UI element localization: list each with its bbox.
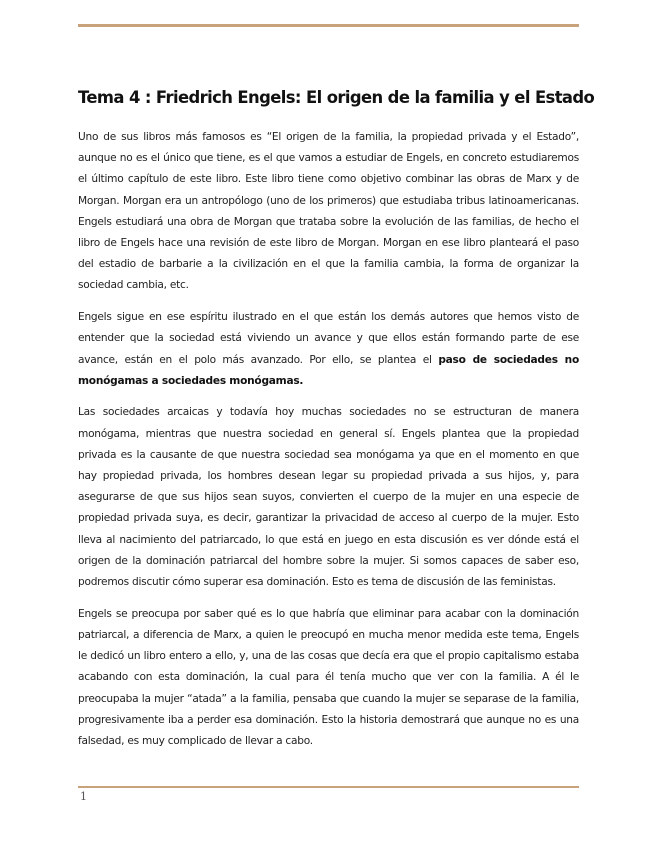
paragraph-4: Engels se preocupa por saber qué es lo que habría que eliminar para acabar con la dominación patriarcal, a diferencia de Marx, a quien le preocupó en mucha menor medida este tema, Engels le dedicó un libro entero a ello, y, una de las cosas que decía era que el propio capitalismo estaba acabando con esta dominación, la cual para él tenía mucho que ver con la familia. A él le preocupaba la mujer “atada” a la familia, pensaba que cuando la mujer se separase de la familia, progresivamente iba a perder esa dominación. Esto la historia demostrará que aunque no es una falsedad, es muy complicado de llevar a cabo. xyxy=(78,607,579,747)
paragraph-2-text: Engels sigue en ese espíritu ilustrado en el que están los demás autores que hemos visto de entender que la sociedad está viviendo un avance y que ellos están formando parte de ese avance, están en el polo más avanzado. Por ello, se plantea el xyxy=(78,311,579,366)
paragraph-2-bold-text: paso de sociedades no monógamas a sociedades monógamas. xyxy=(78,353,580,387)
footer-rule xyxy=(78,786,579,788)
paragraph-1: Uno de sus libros más famosos es “El origen de la familia, la propiedad privada y el Estado”, aunque no es el único que tiene, es el que vamos a estudiar de Engels, en concreto estudiaremos el último capítulo de este libro. Este libro tiene como objetivo combinar las obras de Marx y de Morgan. Morgan era un antropólogo (uno de los primeros) que estudiaba tribus latinoamericanas. Engels estudiará una obra de Morgan que trataba sobre la evolución de las familias, de hecho el libro de Engels hace una revisión de este libro de Morgan. Morgan en ese libro planteará el paso del estadio de barbarie a la civilización en el que la familia cambia, la forma de organizar la sociedad cambia, etc. xyxy=(78,131,579,292)
paragraph-3: Las sociedades arcaicas y todavía hoy muchas sociedades no se estructuran de manera monógama, mientras que nuestra sociedad en general sí. Engels plantea que la propiedad privada es la causante de que nuestra sociedad sea monógama ya que en el momento en que hay propiedad privada, los hombres desean legar su propiedad privada a sus hijos, y, para asegurarse de que sus hijos sean suyos, convierten el cuerpo de la mujer en una especie de propiedad privada suya, es decir, garantizar la privacidad de acceso al cuerpo de la mujer. Esto lleva al nacimiento del patriarcado, lo que está en juego en esta discusión es ver dónde está el origen de la dominación patriarcal del hombre sobre la mujer. Si somos capaces de saber eso, podremos discutir cómo superar esa dominación. Esto es tema de discusión de las feministas. xyxy=(78,406,579,589)
body-text xyxy=(78,127,579,763)
paragraph-2 xyxy=(78,307,579,392)
page-title: Tema 4 : Friedrich Engels: El origen de la familia y el Estado xyxy=(78,88,595,107)
header-rule xyxy=(78,24,579,27)
page-number: 1 xyxy=(80,790,87,803)
